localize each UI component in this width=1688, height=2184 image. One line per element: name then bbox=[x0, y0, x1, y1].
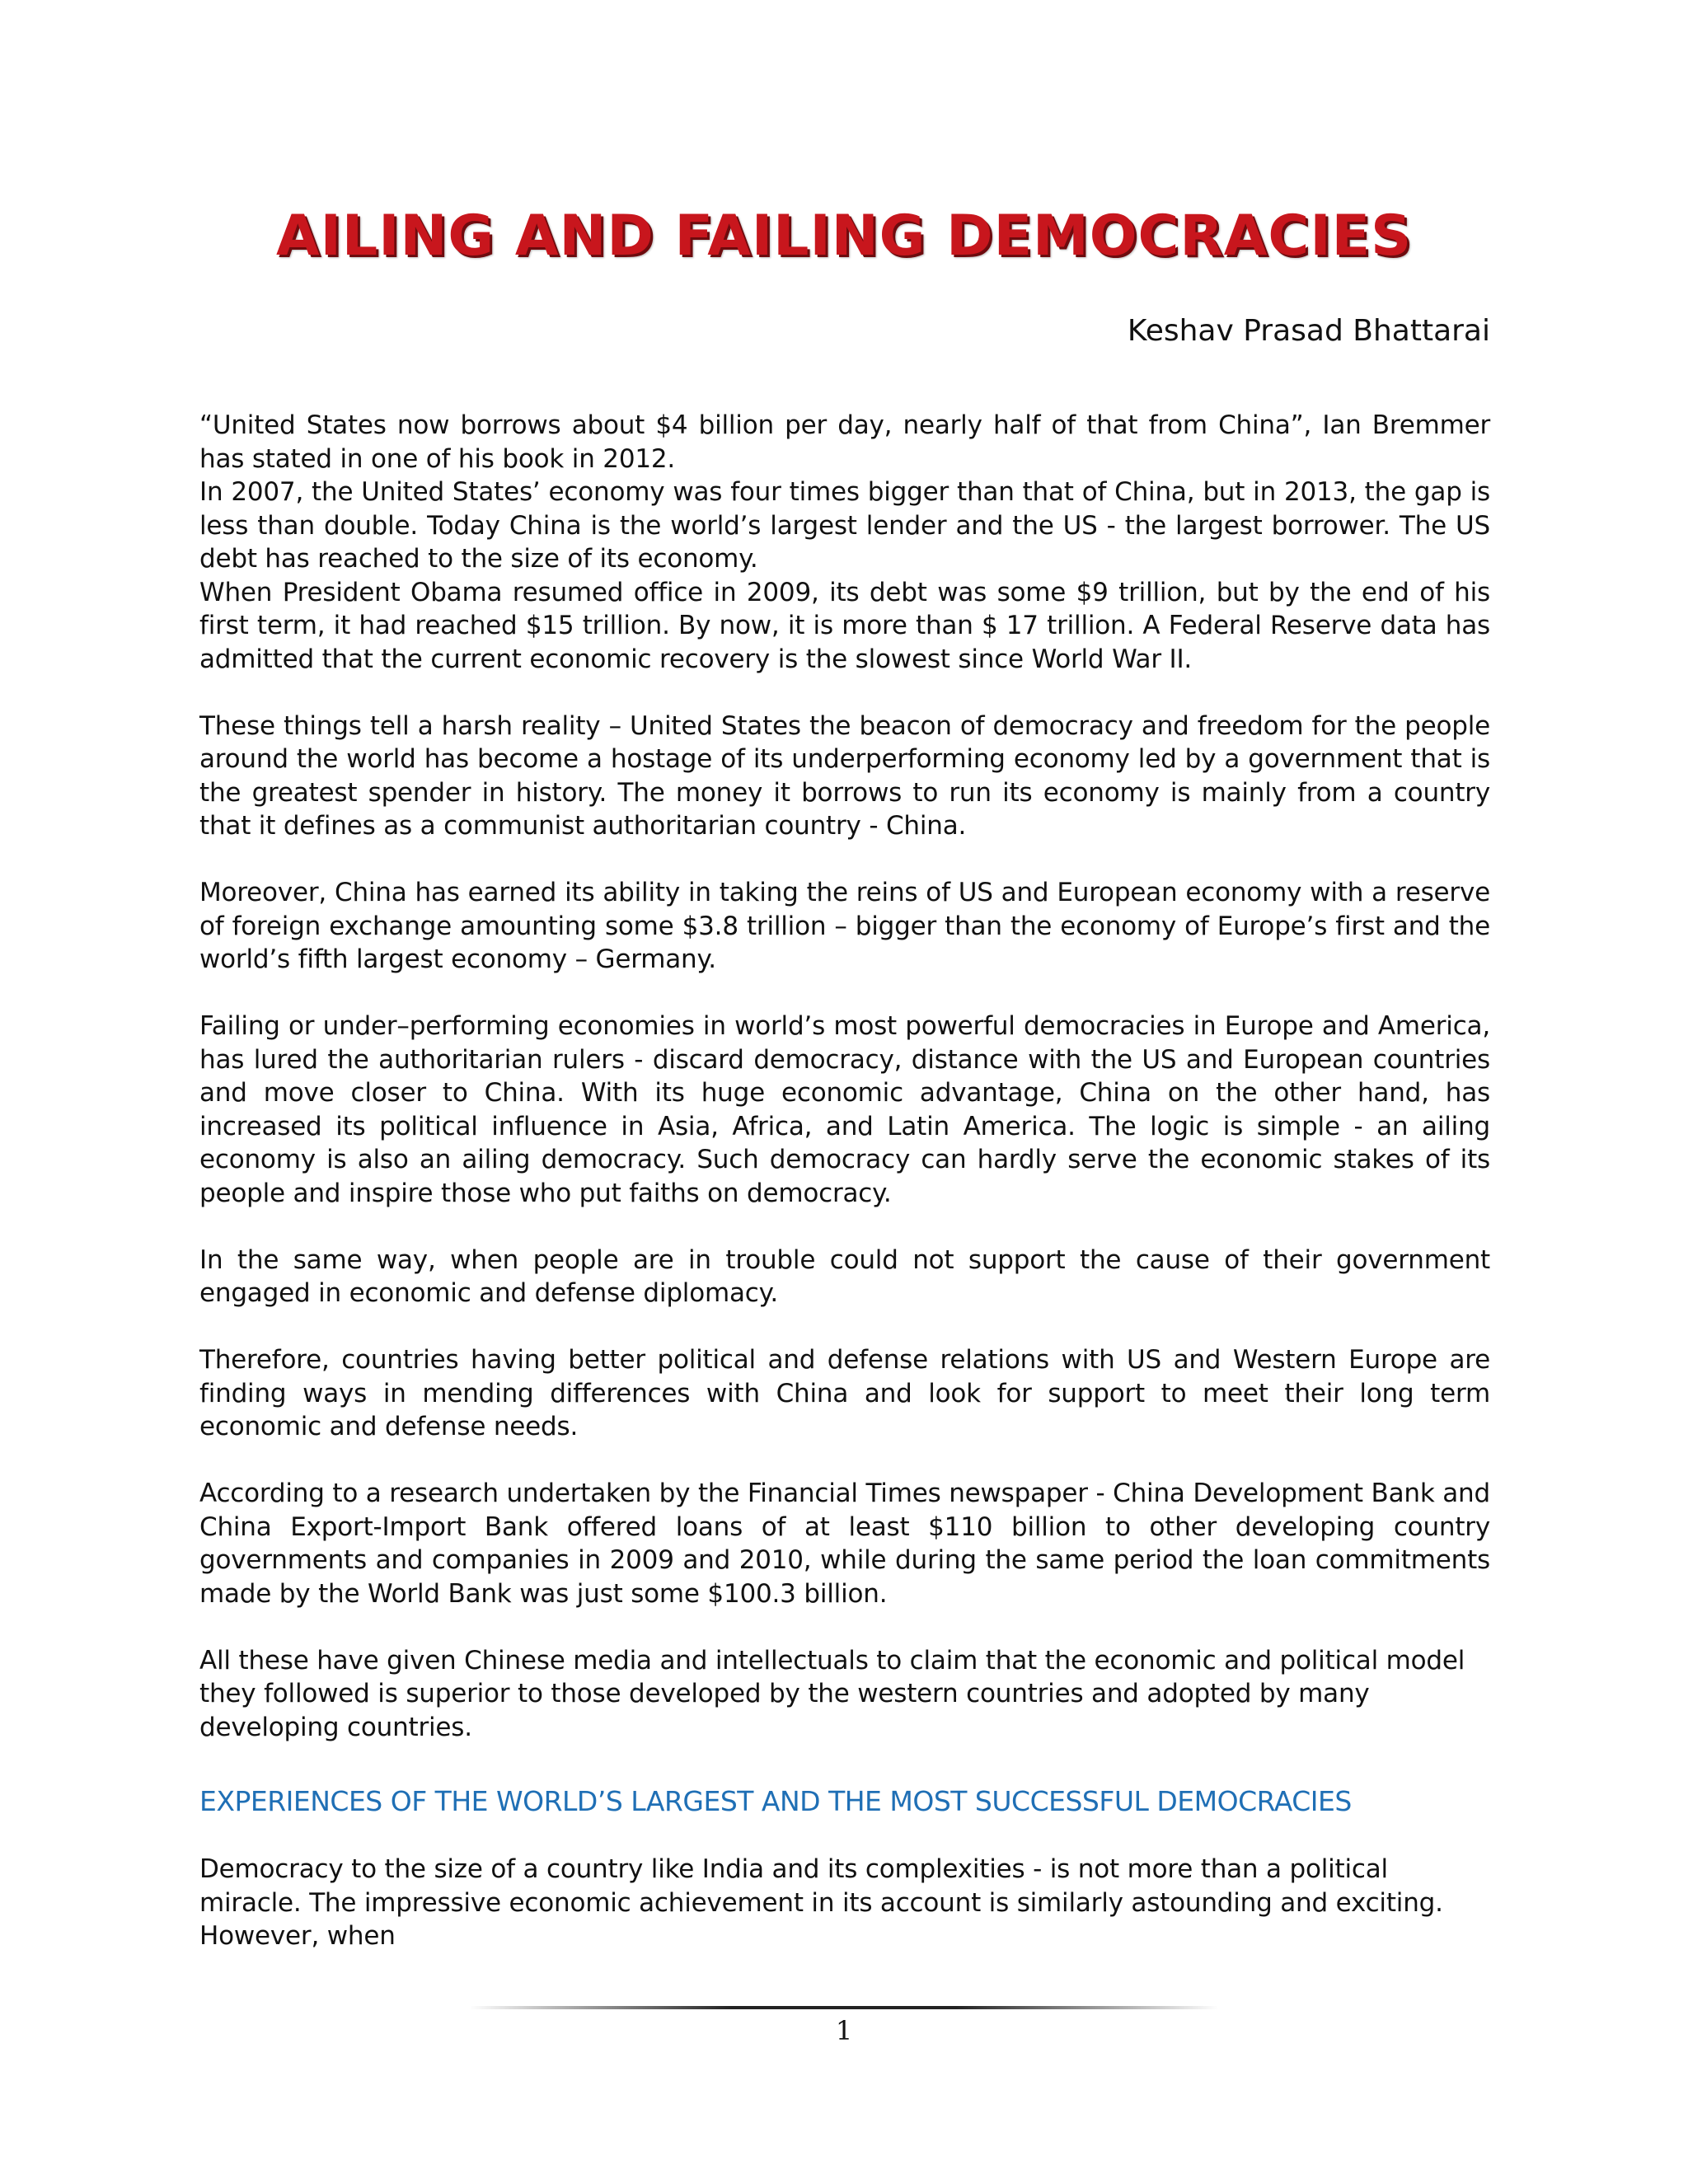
paragraph-mending-differences: Therefore, countries having better political and defense relations with US and Western Europe are finding ways in mending differences with China and look for support to meet their long term economic and defense needs. bbox=[199, 1345, 1490, 1441]
paragraph-harsh-reality: These things tell a harsh reality – United States the beacon of democracy and freedom for the people around the world has become a hostage of its underperforming economy led by a government that is the greatest spender in history. The money it borrows to run its economy is mainly from a country that it defines as a communist authoritarian country - China. bbox=[199, 710, 1490, 841]
document-title: AILING AND FAILING DEMOCRACIES bbox=[275, 204, 1413, 269]
author-name: Keshav Prasad Bhattarai bbox=[1127, 314, 1490, 348]
paragraph-bremmer-quote: “United States now borrows about $4 billion per day, nearly half of that from China”, Ian Bremmer has stated in one of his book in 2012. bbox=[199, 410, 1490, 474]
document-body bbox=[199, 409, 1490, 1953]
footer-divider bbox=[470, 2006, 1218, 2009]
paragraph-india-democracy: Democracy to the size of a country like India and its complexities - is not more than a political miracle. The impressive economic achievement in its account is similarly astounding and exciting. However, when bbox=[199, 1854, 1443, 1951]
paragraph-failing-economies: Failing or under–performing economies in world’s most powerful democracies in Europe and America, has lured the authoritarian rulers - discard democracy, distance with the US and European countries and move closer to China. With its huge economic advantage, China on the other hand, has increased its political influence in Asia, Africa, and Latin America. The logic is simple - an ailing economy is also an ailing democracy. Such democracy can hardly serve the economic stakes of its people and inspire those who put faiths on democracy. bbox=[199, 1011, 1490, 1208]
page-number: 1 bbox=[835, 2015, 853, 2046]
paragraph-china-reserve: Moreover, China has earned its ability in taking the reins of US and European economy with a reserve of foreign exchange amounting some $3.8 trillion – bigger than the economy of Europe’s first and the world’s fifth largest economy – Germany. bbox=[199, 878, 1490, 974]
paragraph-financial-times: According to a research undertaken by the Financial Times newspaper - China Development Bank and China Export-Import Bank offered loans of at least $110 billion to other developing country governments and companies in 2009 and 2010, while during the same period the loan commitments made by the World Bank was just some $100.3 billion. bbox=[199, 1479, 1490, 1609]
section-heading: EXPERIENCES OF THE WORLD’S LARGEST AND THE MOST SUCCESSFUL DEMOCRACIES bbox=[199, 1785, 1352, 1817]
paragraph-chinese-model: All these have given Chinese media and intellectuals to claim that the economic and political model they followed is superior to those developed by the western countries and adopted by many developing countries. bbox=[199, 1645, 1465, 1742]
paragraph-obama-debt: When President Obama resumed office in 2009, its debt was some $9 trillion, but by the end of his first term, it had reached $15 trillion. By now, it is more than $ 17 trillion. A Federal Reserve data has admitted that the current economic recovery is the slowest since World War II. bbox=[199, 577, 1490, 674]
paragraph-economy-gap: In 2007, the United States’ economy was four times bigger than that of China, but in 2013, the gap is less than double. Today China is the world’s largest lender and the US - the largest borrower. The US debt has reached to the size of its economy. bbox=[199, 477, 1490, 574]
paragraph-people-in-trouble: In the same way, when people are in trouble could not support the cause of their government engaged in economic and defense diplomacy. bbox=[199, 1244, 1490, 1308]
